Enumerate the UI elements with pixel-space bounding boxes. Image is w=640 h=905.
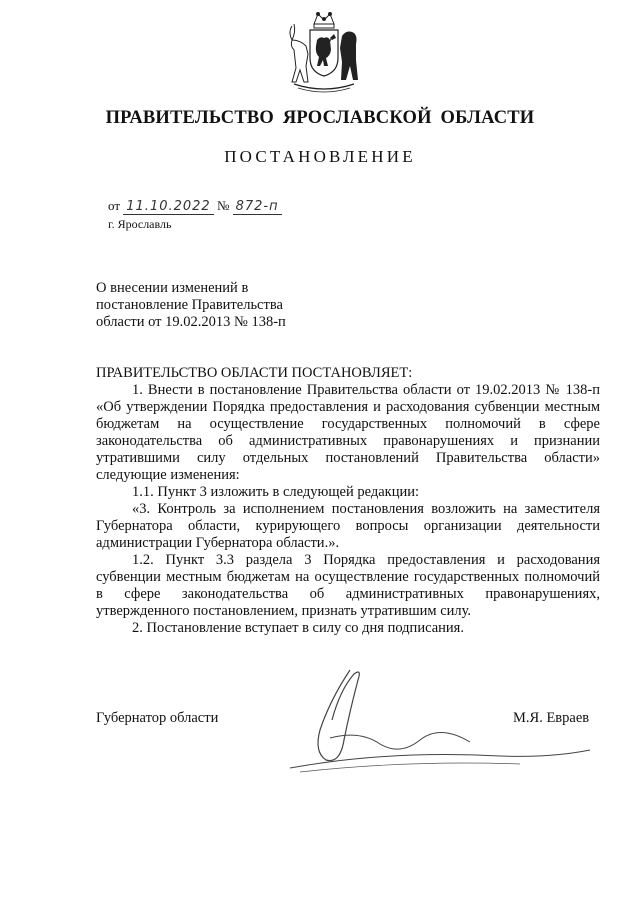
subject-block bbox=[96, 280, 356, 331]
date-number-line bbox=[108, 198, 282, 214]
document-date: 11.10.2022 bbox=[123, 199, 213, 215]
paragraph-1-1-text: «3. Контроль за исполнением постановления возложить на заместителя Губернатора области, курирующего вопросы организации деятельности администрации Губернатора области.». bbox=[96, 501, 600, 551]
signer-position: Губернатор области bbox=[96, 710, 219, 726]
paragraph-1: 1. Внести в постановление Правительства области от 19.02.2013 № 138-п «Об утверждении Порядка предоставления и расходования субвенции местным бюджетам на осуществление государственных полномочий в сфере законодательства об административных правонарушениях и признании утратившими силу отдельных постановлений Правительства области» следующие изменения: bbox=[96, 382, 600, 483]
document-body bbox=[96, 365, 600, 637]
paragraph-1-2: 1.2. Пункт 3.3 раздела 3 Порядка предоставления и расходования субвенции местным бюджетам на осуществление государственных полномочий в сфере законодательства об административных правонарушениях, утвержденного постановлением, признать утратившим силу. bbox=[96, 552, 600, 619]
document-type: ПОСТАНОВЛЕНИЕ bbox=[224, 147, 416, 166]
date-prefix: от bbox=[108, 198, 121, 213]
coat-of-arms-emblem bbox=[284, 10, 364, 96]
city: г. Ярославль bbox=[108, 217, 172, 231]
document-number: 872-п bbox=[233, 199, 282, 215]
paragraph-2: 2. Постановление вступает в силу со дня подписания. bbox=[132, 620, 464, 636]
subject-line: области от 19.02.2013 № 138-п bbox=[96, 314, 286, 330]
subject-line: О внесении изменений в bbox=[96, 280, 249, 296]
subject-line: постановление Правительства bbox=[96, 297, 283, 313]
number-prefix: № bbox=[216, 198, 230, 213]
signer-name: М.Я. Евраев bbox=[513, 710, 590, 726]
paragraph-1-1: 1.1. Пункт 3 изложить в следующей редакции: bbox=[132, 484, 420, 500]
resolves-heading: ПРАВИТЕЛЬСТВО ОБЛАСТИ ПОСТАНОВЛЯЕТ: bbox=[96, 365, 413, 381]
government-title: ПРАВИТЕЛЬСТВО ЯРОСЛАВСКОЙ ОБЛАСТИ bbox=[105, 108, 535, 128]
handwritten-signature bbox=[270, 660, 600, 780]
